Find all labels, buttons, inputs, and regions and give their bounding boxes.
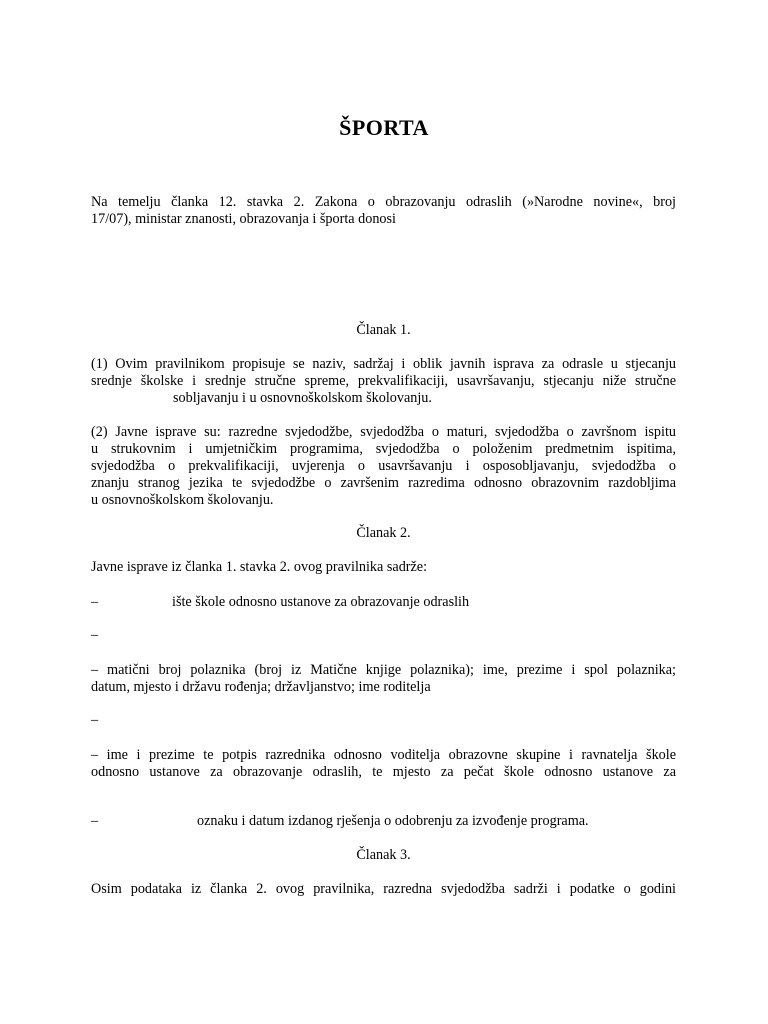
item-2-dash: –: [91, 627, 99, 643]
intro-line-1: Na temelju članka 12. stavka 2. Zakona o obrazovanju odraslih (»Narodne novine«, broj: [91, 194, 676, 210]
a1p1-line-1: (1) Ovim pravilnikom propisuje se naziv, sadržaj i oblik javnih isprava za odrasle u stjecanju: [91, 356, 676, 372]
article-2-intro: Javne isprave iz članka 1. stavka 2. ovog pravilnika sadrže:: [91, 559, 428, 575]
a1p2-line-1: (2) Javne isprave su: razredne svjedodžbe, svjedodžba o maturi, svjedodžba o završnom ispitu: [91, 424, 676, 440]
a1p2-line-2: u strukovnim i umjetničkim programima, svjedodžba o položenim predmetnim ispitima,: [91, 441, 676, 457]
item-6-dash: –: [91, 813, 99, 829]
item-3-line-2: datum, mjesto i državu rođenja; državljanstvo; ime roditelja: [91, 679, 431, 695]
a1p2-line-5: u osnovnoškolskom školovanju.: [91, 492, 274, 508]
a1p2-line-4: znanju stranog jezika te svjedodžbe o završenim razredima odnosno obrazovnim razdobljima: [91, 475, 676, 491]
article-2-item-5: [91, 747, 676, 781]
a1p2-line-3: svjedodžba o prekvalifikaciji, uvjerenja o usavršavanju i osposobljavanju, svjedodžba o: [91, 458, 676, 474]
article-1-heading: Članak 1.: [356, 322, 411, 338]
item-3-line-1: – matični broj polaznika (broj iz Matične knjige polaznika); ime, prezime i spol polaznika;: [91, 662, 676, 678]
item-5-line-2: odnosno ustanove za obrazovanje odraslih, te mjesto za pečat škole odnosno ustanove za: [91, 764, 676, 780]
document-title: ŠPORTA: [339, 115, 429, 140]
intro-paragraph: [91, 194, 676, 228]
item-1-text: ište škole odnosno ustanove za obrazovanje odraslih: [172, 594, 470, 610]
a1p1-line-3: sobljavanju i u osnovnoškolskom školovanju.: [173, 390, 432, 406]
article-3-paragraph: [91, 881, 676, 898]
item-6-text: oznaku i datum izdanog rješenja o odobrenju za izvođenje programa.: [197, 813, 589, 829]
article-3-heading: Članak 3.: [356, 847, 411, 863]
item-1-dash: –: [91, 594, 99, 610]
item-5-line-1: – ime i prezime te potpis razrednika odnosno voditelja obrazovne skupine i ravnatelja škole: [91, 747, 676, 763]
article-1-paragraph-1: [91, 356, 676, 407]
item-4-dash: –: [91, 712, 99, 728]
intro-line-2: 17/07), ministar znanosti, obrazovanja i športa donosi: [91, 211, 396, 227]
article-2-item-3: [91, 662, 676, 696]
article-1-paragraph-2: [91, 424, 676, 509]
article-2-heading: Članak 2.: [356, 525, 411, 541]
a3-line-1: Osim podataka iz članka 2. ovog pravilnika, razredna svjedodžba sadrži i podatke o godini: [91, 881, 676, 897]
a1p1-line-2: srednje školske i srednje stručne spreme, prekvalifikaciji, usavršavanju, stjecanju niže stručne: [91, 373, 676, 389]
